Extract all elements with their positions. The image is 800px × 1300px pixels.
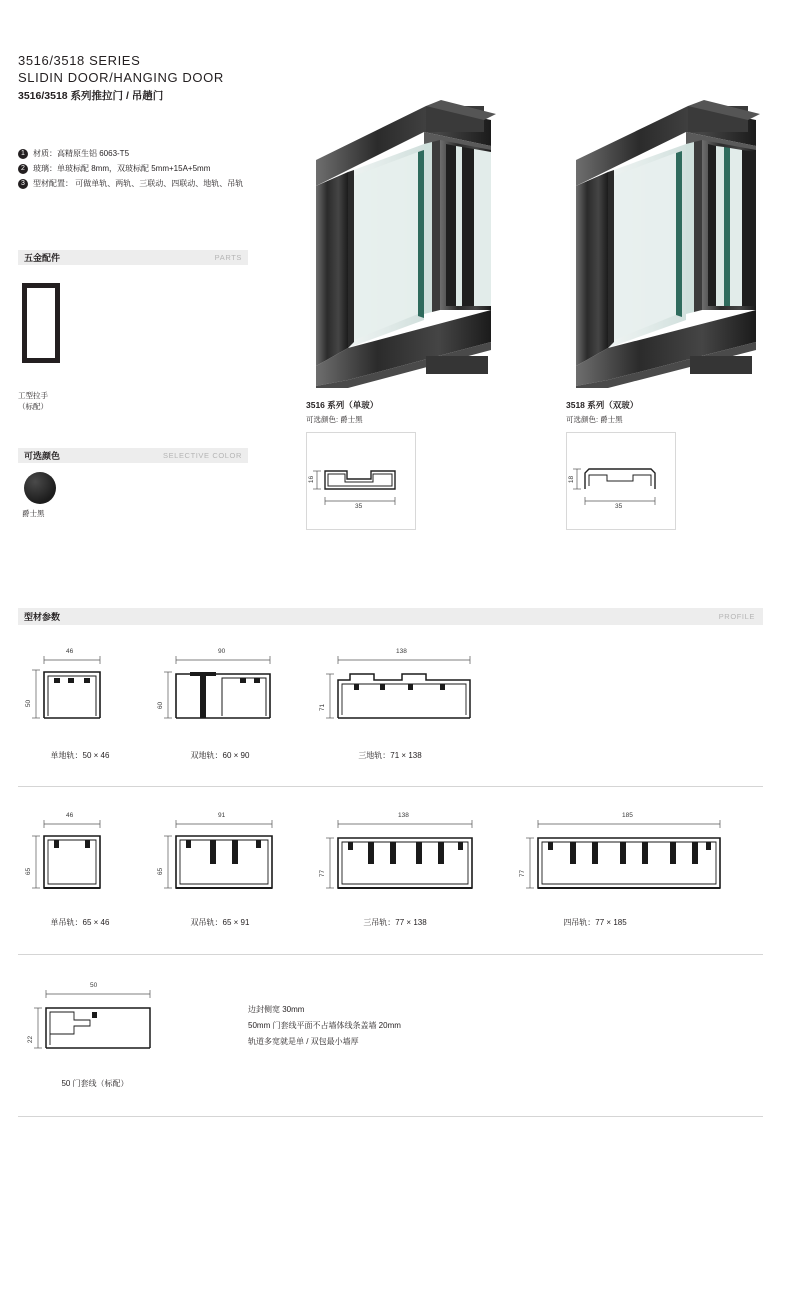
thumb-3518-height: 18	[568, 475, 576, 484]
handle-caption	[18, 390, 108, 412]
dim-h-3-1: 22	[27, 1035, 35, 1044]
section-bar-profile	[18, 608, 763, 625]
product-subtitle-3516: 可选颜色: 爵士黑	[306, 415, 363, 424]
product-title-3518: 3518 系列（双玻）	[566, 400, 639, 410]
dim-h-2-3: 77	[319, 869, 327, 878]
dim-w-1-3: 138	[396, 648, 407, 655]
handle-caption-line2: （标配）	[18, 402, 48, 411]
dim-h-2-2: 65	[157, 867, 165, 876]
handle-image	[22, 283, 60, 363]
profile-drawing-door-casing	[27, 982, 160, 1062]
page-title	[18, 52, 318, 104]
product-image-3518	[566, 98, 761, 388]
thumb-3518-width: 35	[615, 503, 623, 510]
spec-bullet-2: 2	[18, 164, 28, 174]
note-line-1: 边封侧宽 30mm	[248, 1005, 305, 1014]
profile-drawing-triple-hanging-track	[320, 812, 485, 897]
profile-drawing-double-hanging-track	[157, 812, 290, 897]
thumb-3516-height: 16	[308, 475, 316, 484]
section-bar-profile-en: PROFILE	[718, 612, 755, 621]
spec-list	[18, 148, 318, 193]
spec-bullet-1: 1	[18, 149, 28, 159]
section-bar-color-cn: 可选颜色	[24, 451, 61, 461]
notes-block	[248, 1002, 648, 1050]
profile-drawing-quad-hanging-track	[520, 812, 735, 897]
profile-drawing-single-hanging-track	[25, 812, 140, 897]
section-bar-parts-cn: 五金配件	[24, 253, 61, 263]
section-bar-parts-en: PARTS	[214, 253, 242, 262]
divider-3	[18, 1116, 763, 1117]
type-title-en: SLIDIN DOOR/HANGING DOOR	[18, 70, 224, 85]
type-title-cn: 3516/3518 系列推拉门 / 吊趟门	[18, 90, 164, 102]
spec-item	[18, 148, 318, 159]
profile-caption-2-4: 四吊轨：77 × 185	[563, 918, 627, 927]
profile-caption-1-3: 三地轨：71 × 138	[358, 751, 422, 760]
divider-2	[18, 954, 763, 955]
dim-h-1-1: 50	[25, 699, 33, 708]
dim-w-3-1: 50	[90, 982, 98, 989]
dim-h-1-3: 71	[319, 703, 327, 712]
section-bar-parts	[18, 250, 248, 265]
handle-caption-line1: 工型拉手	[18, 391, 48, 400]
dim-w-2-3: 138	[398, 812, 409, 819]
product-title-3516: 3516 系列（单玻）	[306, 400, 379, 410]
profile-caption-2-2: 双吊轨：65 × 91	[190, 918, 250, 927]
section-bar-color-en: SELECTIVE COLOR	[162, 451, 242, 460]
profile-caption-3-1: 50 门套线（标配）	[61, 1079, 129, 1088]
dim-w-1-1: 46	[66, 648, 74, 655]
profile-drawing-double-floor-track	[157, 648, 290, 728]
dim-h-2-4: 77	[519, 869, 527, 878]
dim-w-1-2: 90	[218, 648, 226, 655]
profile-caption-2-1: 单吊轨：65 × 46	[50, 918, 110, 927]
section-bar-profile-cn: 型材参数	[24, 612, 61, 622]
spec-text-1: 材质：高精原生铝 6063-T5	[33, 149, 130, 158]
thumb-3516-width: 35	[355, 503, 363, 510]
dim-w-2-1: 46	[66, 812, 74, 819]
spec-item	[18, 178, 318, 189]
section-bar-color	[18, 448, 248, 463]
note-line-2: 50mm 门套线平面不占墙体线条盖墙 20mm	[248, 1021, 401, 1030]
product-image-3516	[306, 98, 496, 388]
spec-text-3: 型材配置： 可做单轨、两轨、三联动、四联动、地轨、吊轨	[33, 179, 244, 188]
dim-w-2-4: 185	[622, 812, 633, 819]
color-name: 爵士黑	[22, 509, 45, 518]
profile-drawing-triple-floor-track	[320, 648, 480, 728]
note-line-3: 轨道多宽就是单 / 双包最小墙厚	[248, 1037, 359, 1046]
spec-text-2: 玻璃：单玻标配 8mm，双玻标配 5mm+15A+5mm	[33, 164, 211, 173]
dim-w-2-2: 91	[218, 812, 226, 819]
color-swatch	[24, 472, 56, 504]
divider-1	[18, 786, 763, 787]
profile-caption-1-2: 双地轨：60 × 90	[190, 751, 250, 760]
series-title: 3516/3518 SERIES	[18, 53, 141, 68]
spec-item	[18, 163, 318, 174]
dim-h-1-2: 60	[157, 701, 165, 710]
profile-thumb-3516	[306, 432, 416, 530]
dim-h-2-1: 65	[25, 867, 33, 876]
profile-drawing-single-floor-track	[25, 648, 140, 728]
profile-caption-2-3: 三吊轨：77 × 138	[363, 918, 427, 927]
profile-thumb-3518	[566, 432, 676, 530]
profile-caption-1-1: 单地轨：50 × 46	[50, 751, 110, 760]
spec-bullet-3: 3	[18, 179, 28, 189]
product-subtitle-3518: 可选颜色: 爵士黑	[566, 415, 623, 424]
